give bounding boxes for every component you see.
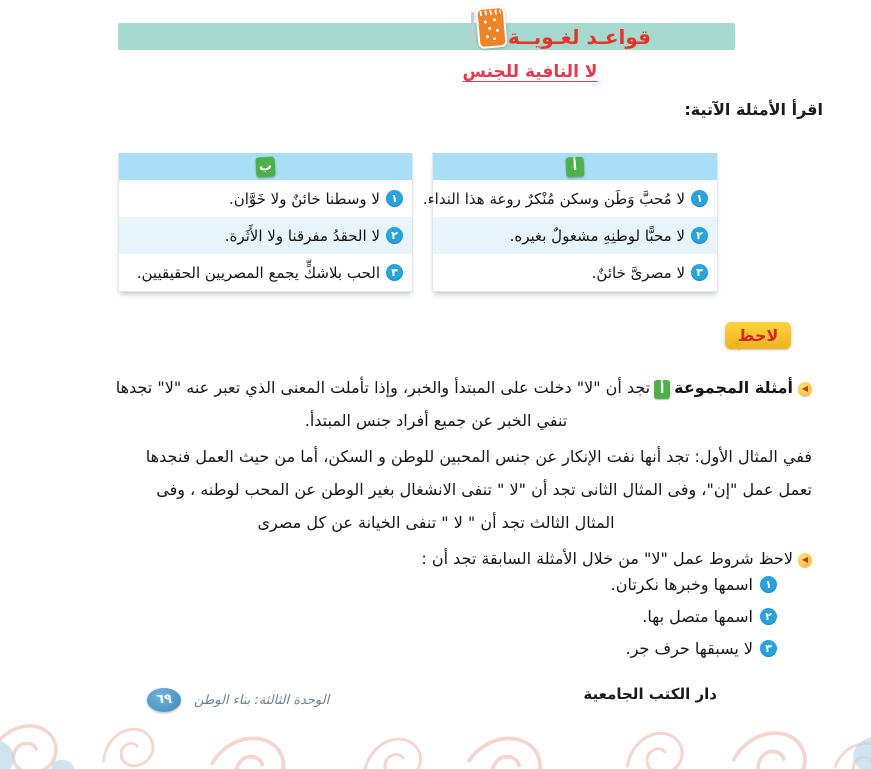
condition-item [626,639,777,658]
condition-number-badge: ٣ [760,640,777,657]
title-divider [471,12,474,42]
notebook-icon [475,6,507,49]
row-number-badge: ١ [691,190,708,207]
condition-text: اسمها وخبرها نكرتان. [610,575,753,594]
example-text: لا مصرىَّ خائنٌ. [591,263,685,282]
paragraph-line [60,371,812,404]
table-row [433,217,717,254]
decorative-swirl-pattern [0,679,871,769]
paragraph-line: ففي المثال الأول: تجد أنها نفت الإنكار عن جنس المحبين للوطن و السكن، أما من حيث العمل فنجدها [145,447,812,466]
table-a-header [433,153,717,180]
example-text: لا الحقدُ مفرقنا ولا الأَثَرة. [224,226,380,245]
paragraph-line: المثال الثالث تجد أن " لا " تنفى الخيانة عن كل مصرى [257,513,615,532]
paragraph-text: لاحظ شروط عمل "لا" من خلال الأمثلة السابقة تجد أن : [421,549,793,568]
footer-unit-group [147,688,329,712]
notice-paragraph-1 [60,371,812,437]
row-number-badge: ٢ [386,227,403,244]
table-row [119,254,412,291]
notice-badge: لاحظ [725,322,791,349]
page-number-badge: ٦٩ [147,688,181,712]
table-row [422,180,717,217]
condition-number-badge: ٢ [760,608,777,625]
notice-paragraph-3 [60,542,812,575]
condition-text: لا يسبقها حرف جر. [625,639,753,658]
paragraph-line: تنفي الخبر عن جميع أفراد جنس المبتدأ. [304,411,568,430]
paragraph-line [60,542,812,575]
paragraph-lead: أمثلة المجموعة [674,378,793,397]
arrow-bullet-icon: ◀ [798,382,812,396]
examples-table-a [422,153,718,292]
publisher-name: دار الكتب الجامعية [583,685,717,703]
intro-instruction: اقرأ الأمثلة الآتية: [684,100,823,119]
paragraph-line: تعمل عمل "إن"، وفى المثال الثانى تجد أن "لا " تنفى الانشغال بغير الوطن عن المحب لوطنه ، وفى [156,480,812,499]
inline-group-a-badge: أ [654,380,670,399]
group-b-badge: ب [255,156,275,177]
example-text: لا وسطنا خائنٌ ولا خَوَّان. [228,189,380,208]
unit-title: الوحدة الثالثة: بناء الوطن [194,692,330,708]
lesson-subtitle: لا النافية للجنس [462,62,598,82]
example-text: لا مُحبَّ وَطَن وسكن مُنْكرٌ روعة هذا النداء. [422,189,685,208]
example-text: لا محبًّا لوطنِهِ مشغولٌ بغيره. [509,226,685,245]
paragraph-text: تجد أن "لا" دخلت على المبتدأ والخبر، وإذا تأملت المعنى الذي تعبر عنه "لا" تجدها [115,378,651,397]
condition-number-badge: ١ [760,576,777,593]
table-row [119,217,412,254]
row-number-badge: ٢ [691,227,708,244]
arrow-bullet-icon: ◀ [798,553,812,567]
row-number-badge: ٣ [386,264,403,281]
condition-item [642,607,777,626]
row-number-badge: ٣ [691,264,708,281]
example-text: الحب بلاشكٍّ يجمع المصريين الحقيقيين. [136,263,380,282]
table-row [433,254,717,291]
notice-paragraph-2 [60,440,812,539]
group-a-badge: أ [565,156,584,177]
table-b-header [119,153,412,180]
row-number-badge: ١ [386,190,403,207]
table-row [119,180,412,217]
examples-table-b [118,153,413,292]
condition-text: اسمها متصل بها. [642,607,753,626]
condition-item [611,575,777,594]
page-title: قواعـد لغـويــة [508,25,651,49]
